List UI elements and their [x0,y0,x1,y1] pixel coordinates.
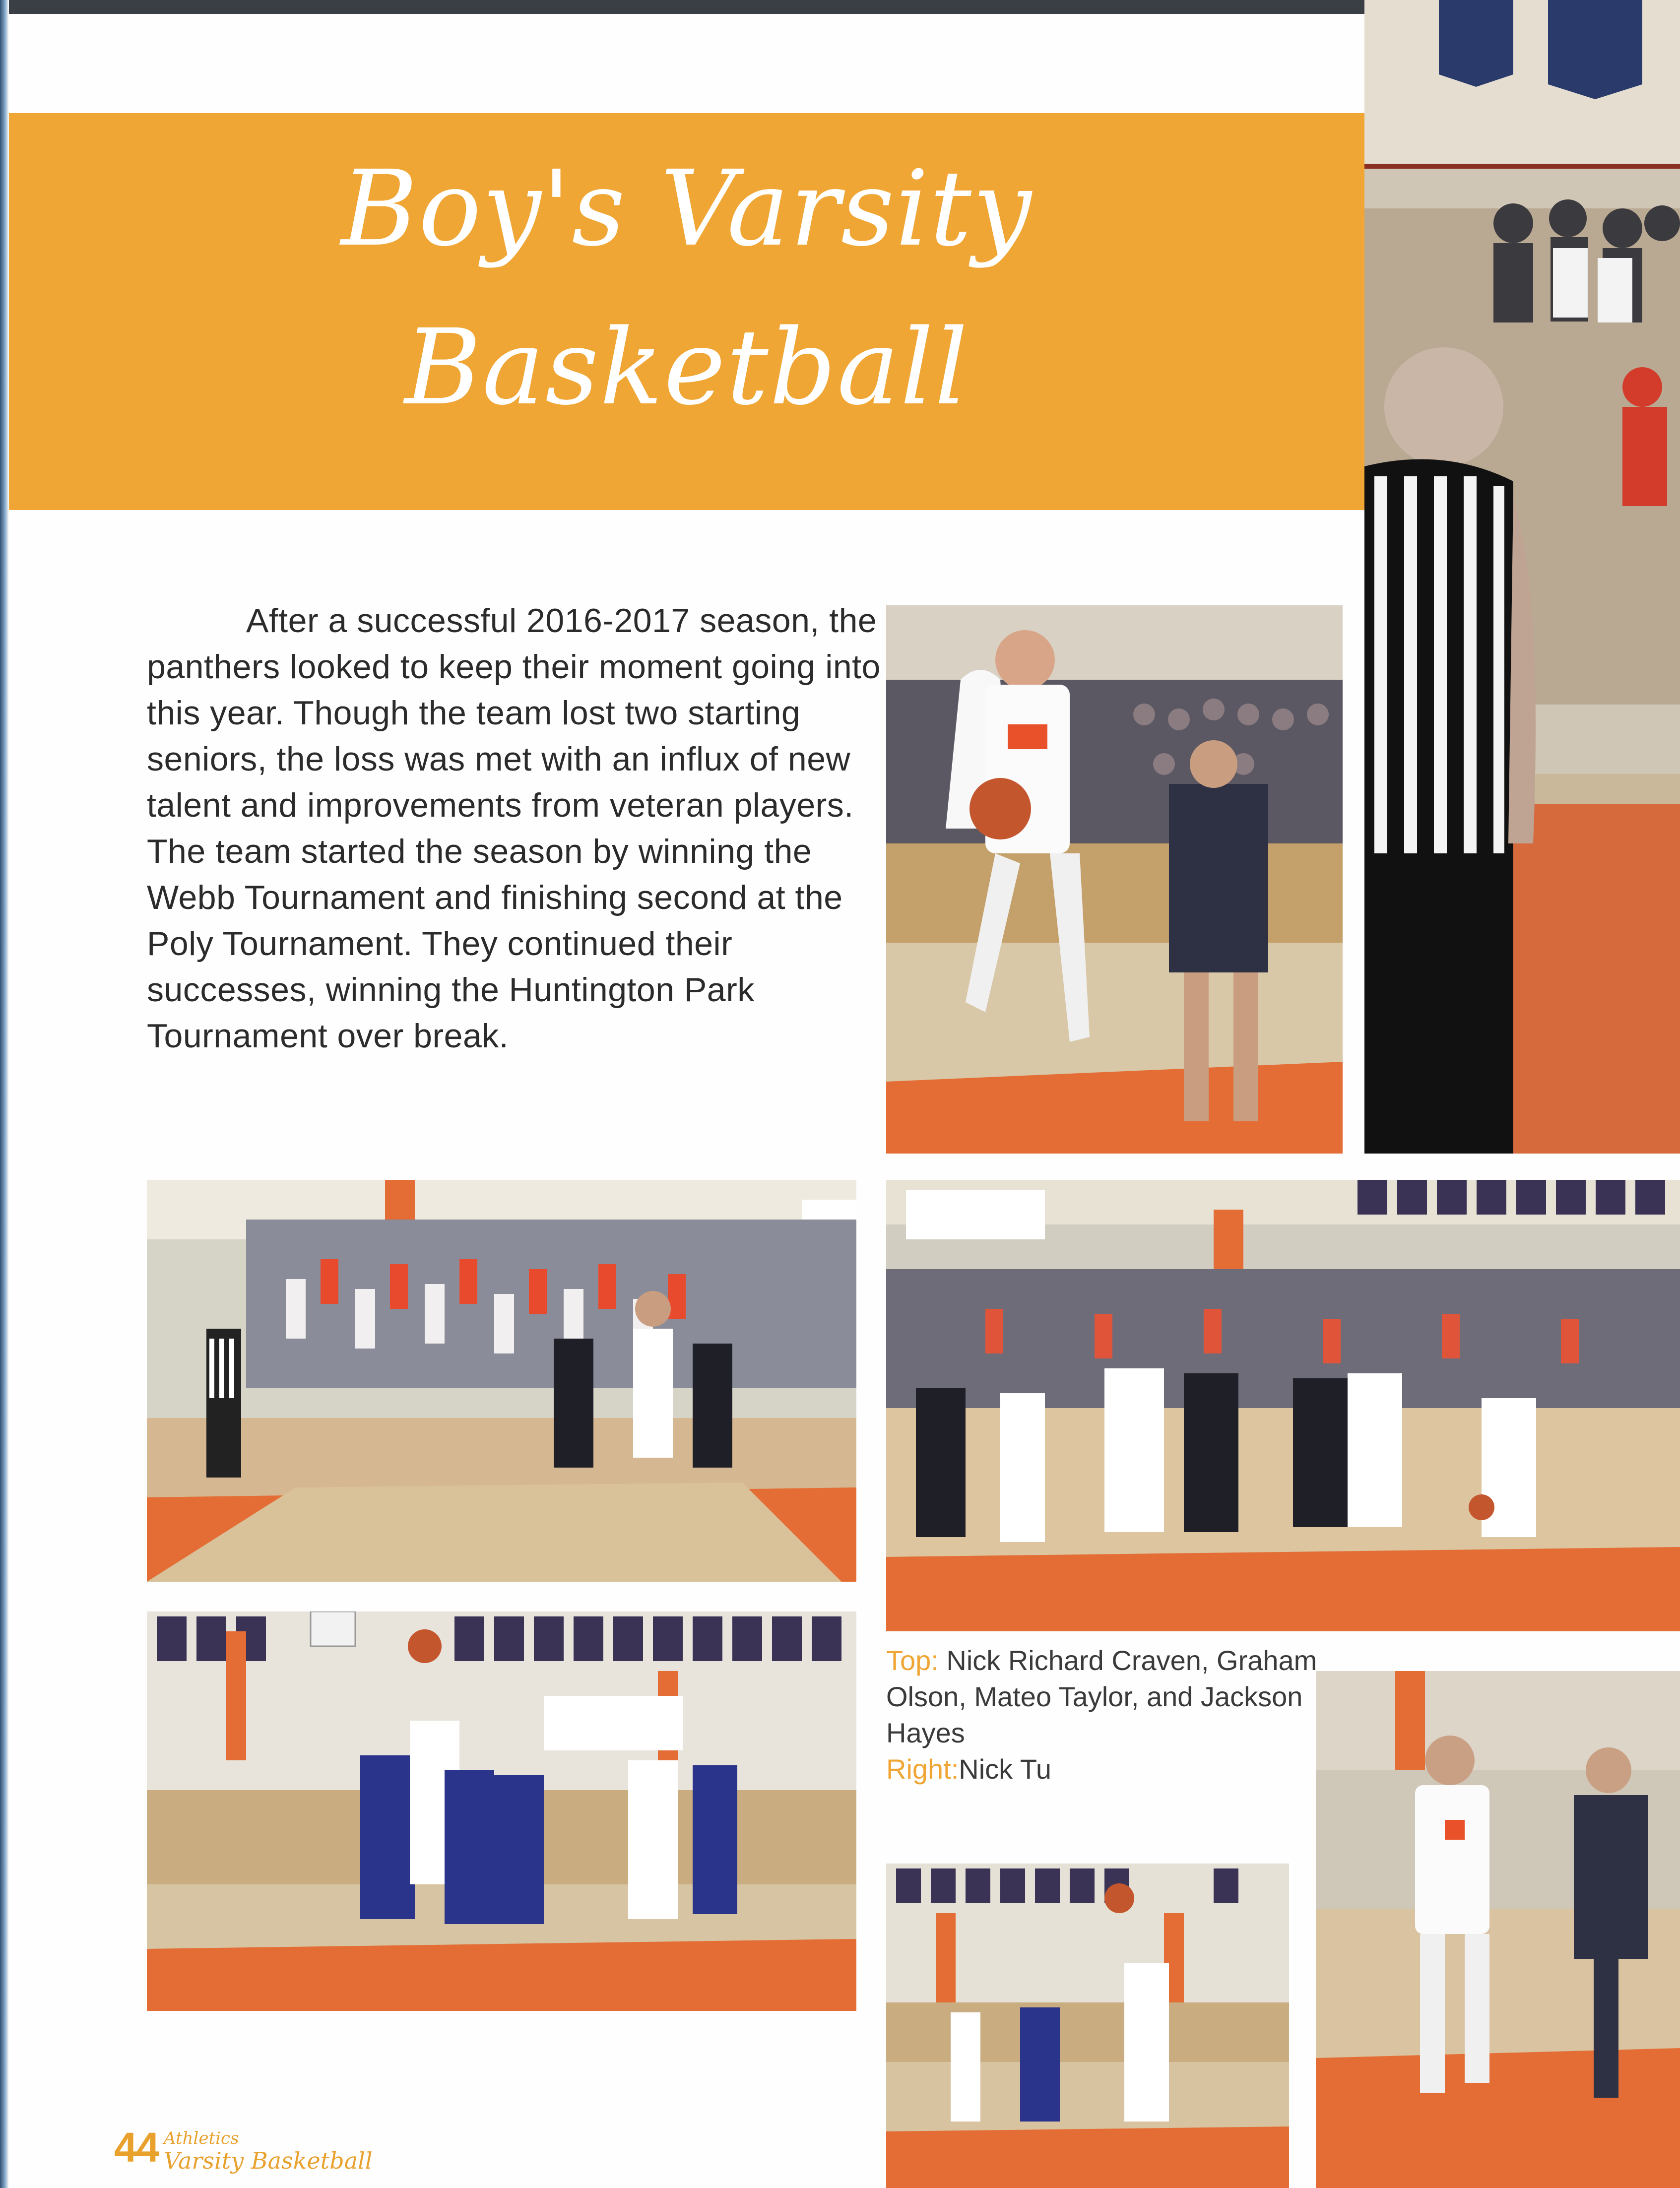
caption-top-label: Top: [886,1645,939,1676]
scan-left-edge [0,0,9,2188]
subsection-name: Varsity Basketball [164,2147,373,2174]
referee-crowd-photo [1364,0,1680,1154]
page-number: 44 [114,2124,159,2171]
nick-tu-photo [1316,1671,1680,2188]
wide-game-crowd-photo [147,1180,856,1582]
layup-photo [886,605,1343,1154]
jump-shot-photo [886,1864,1289,2188]
section-name: Athletics [164,2128,239,2148]
rebound-photo [147,1611,856,2011]
game-action-panthers-photo [886,1180,1680,1631]
title-banner [9,113,1364,510]
article-body: After a successful 2016-2017 season, the panthers looked to keep their moment going into this year. Though the team lost two starting seniors, the loss was met with an influx of new talent and improvements from veteran players. The team started the season by winning the Webb Tournament and finishing second at the Poly Tournament. They continued their successes, winning the Huntington Park Tournament over break. [147,602,881,1055]
caption-right-label: Right: [886,1753,959,1785]
title-line-1: Boy's Varsity [341,148,1033,269]
caption-top-names: Nick Richard Craven, Graham Olson, Mateo Taylor, and Jackson Hayes [886,1645,1317,1748]
caption-right-names: Nick Tu [959,1753,1051,1785]
photo-caption [886,1642,1323,1787]
title-line-2: Basketball [404,307,969,428]
